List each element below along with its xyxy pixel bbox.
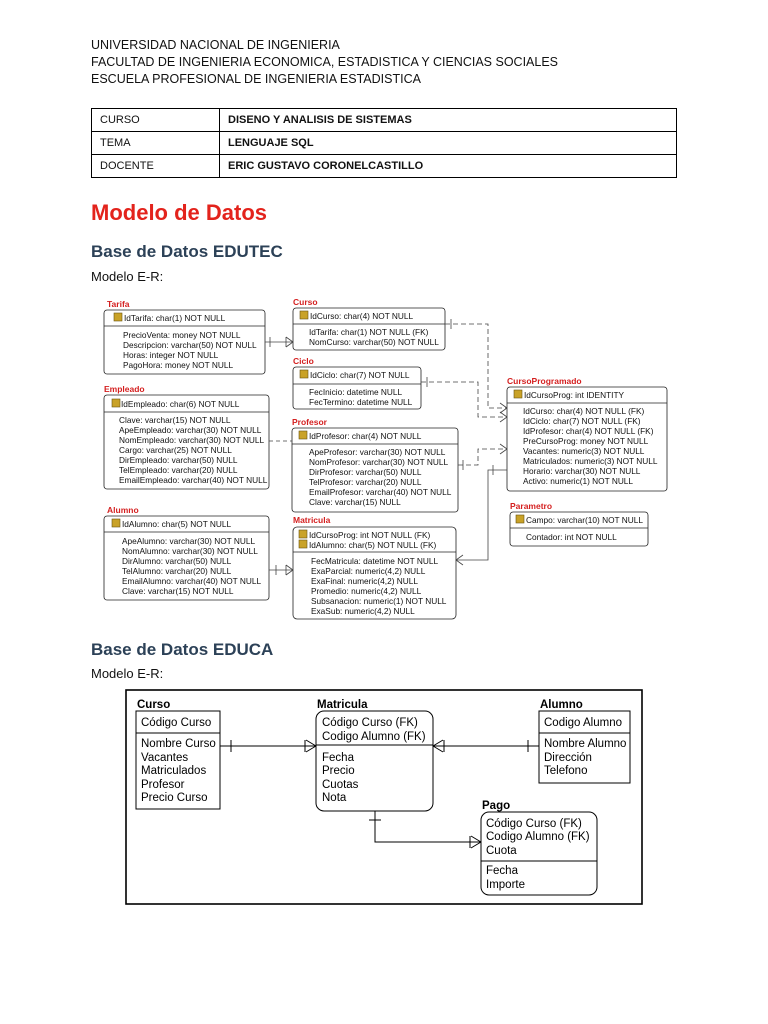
educa-curso-field: Vacantes <box>141 752 189 764</box>
document-header <box>91 37 558 88</box>
educa-alumno-name: Alumno <box>540 699 583 711</box>
alumno-field: TelAlumno: varchar(20) NULL <box>122 566 232 576</box>
key-icon <box>299 431 307 439</box>
parametro-key: Campo: varchar(10) NOT NULL <box>526 515 643 525</box>
profesor-field: ApeProfesor: varchar(30) NOT NULL <box>309 447 446 457</box>
educa-pago-key: Cuota <box>486 845 517 857</box>
ciclo-key: IdCiclo: char(7) NOT NULL <box>310 370 410 380</box>
educa-alumno-key: Codigo Alumno <box>544 717 622 729</box>
alumno-field: DirAlumno: varchar(50) NULL <box>122 556 232 566</box>
matricula-key: IdCursoProg: int NOT NULL (FK) <box>309 530 431 540</box>
educa-matricula-box <box>316 711 433 811</box>
matricula-field: FecMatricula: datetime NOT NULL <box>311 556 439 566</box>
educa-pago-key: Codigo Alumno (FK) <box>486 831 590 843</box>
educa-matricula-key: Codigo Alumno (FK) <box>322 731 426 743</box>
educa-alumno-field: Nombre Alumno <box>544 738 627 750</box>
alumno-field: ApeAlumno: varchar(30) NOT NULL <box>122 536 256 546</box>
educa-curso-key: Código Curso <box>141 717 212 729</box>
university-name: UNIVERSIDAD NACIONAL DE INGENIERIA <box>91 38 340 52</box>
educa-pago-field: Importe <box>486 879 525 891</box>
alumno-field: Clave: varchar(15) NOT NULL <box>122 586 234 596</box>
curso-label: CURSO <box>92 109 220 132</box>
key-icon <box>114 313 122 321</box>
educa-matricula-field: Precio <box>322 765 355 777</box>
ciclo-entity-box <box>293 367 421 409</box>
table-row <box>92 132 677 155</box>
key-icon <box>112 399 120 407</box>
tarifa-field: PagoHora: money NOT NULL <box>123 360 234 370</box>
ciclo-field: FecTermino: datetime NULL <box>309 397 413 407</box>
ciclo-entity-name: Ciclo <box>293 356 314 366</box>
educa-heading: Base de Datos EDUCA <box>91 640 274 659</box>
cursoprogramado-field: IdCurso: char(4) NOT NULL (FK) <box>523 406 645 416</box>
educa-curso-field: Precio Curso <box>141 792 208 804</box>
empleado-field: NomEmpleado: varchar(30) NOT NULL <box>119 435 265 445</box>
curso-key: IdCurso: char(4) NOT NULL <box>310 311 414 321</box>
tarifa-entity-name: Tarifa <box>107 299 130 309</box>
cursoprogramado-entity-box <box>507 387 667 491</box>
educa-pago-field: Fecha <box>486 865 518 877</box>
matricula-field: ExaSub: numeric(4,2) NULL <box>311 606 415 616</box>
matricula-entity-name: Matricula <box>293 515 331 525</box>
profesor-entity-box <box>292 428 458 512</box>
empleado-field: TelEmpleado: varchar(20) NULL <box>119 465 238 475</box>
parametro-entity-name: Parametro <box>510 501 553 511</box>
ciclo-field: FecInicio: datetime NULL <box>309 387 403 397</box>
curso-entity-name: Curso <box>293 297 318 307</box>
educa-alumno-box <box>539 711 630 783</box>
profesor-field: TelProfesor: varchar(20) NULL <box>309 477 422 487</box>
curso-field: NomCurso: varchar(50) NOT NULL <box>309 337 439 347</box>
curso-field: IdTarifa: char(1) NOT NULL (FK) <box>309 327 429 337</box>
tema-label: TEMA <box>92 132 220 155</box>
cursoprogramado-key: IdCursoProg: int IDENTITY <box>524 390 625 400</box>
alumno-field: EmailAlumno: varchar(40) NOT NULL <box>122 576 262 586</box>
alumno-entity-name: Alumno <box>107 505 139 515</box>
cursoprogramado-field: Horario: varchar(30) NOT NULL <box>523 466 641 476</box>
matricula-field: ExaFinal: numeric(4,2) NULL <box>311 576 418 586</box>
profesor-field: Clave: varchar(15) NULL <box>309 497 401 507</box>
empleado-entity-name: Empleado <box>104 384 145 394</box>
empleado-field: Cargo: varchar(25) NOT NULL <box>119 445 232 455</box>
faculty-name: FACULTAD DE INGENIERIA ECONOMICA, ESTADISTICA Y CIENCIAS SOCIALES <box>91 55 559 69</box>
educa-matricula-field: Cuotas <box>322 779 359 791</box>
tema-value: LENGUAJE SQL <box>220 132 677 155</box>
profesor-field: NomProfesor: varchar(30) NOT NULL <box>309 457 449 467</box>
profesor-field: DirProfesor: varchar(50) NULL <box>309 467 422 477</box>
curso-entity-box <box>293 308 445 350</box>
key-icon <box>300 311 308 319</box>
docente-label: DOCENTE <box>92 155 220 178</box>
matricula-key: IdAlumno: char(5) NOT NULL (FK) <box>309 540 437 550</box>
matricula-entity-box <box>293 527 456 619</box>
alumno-key: IdAlumno: char(5) NOT NULL <box>122 519 232 529</box>
cursoprogramado-field: Activo: numeric(1) NOT NULL <box>523 476 634 486</box>
educa-matricula-name: Matricula <box>317 699 368 711</box>
educa-curso-name: Curso <box>137 699 171 711</box>
key-icon <box>516 515 524 523</box>
alumno-field: NomAlumno: varchar(30) NOT NULL <box>122 546 258 556</box>
curso-value: DISENO Y ANALISIS DE SISTEMAS <box>220 109 677 132</box>
key-icon <box>514 390 522 398</box>
educa-curso-box <box>136 711 220 809</box>
school-name: ESCUELA PROFESIONAL DE INGENIERIA ESTADISTICA <box>91 72 421 86</box>
parametro-field: Contador: int NOT NULL <box>526 532 617 542</box>
table-row <box>92 109 677 132</box>
key-icon <box>300 370 308 378</box>
educa-curso-field: Nombre Curso <box>141 738 216 750</box>
empleado-field: Clave: varchar(15) NOT NULL <box>119 415 231 425</box>
matricula-field: Subsanacion: numeric(1) NOT NULL <box>311 596 447 606</box>
educa-relationship-lines <box>220 740 539 848</box>
table-row <box>92 155 677 178</box>
cursoprogramado-field: Matriculados: numeric(3) NOT NULL <box>523 456 658 466</box>
key-icon <box>299 530 307 538</box>
cursoprogramado-field: IdCiclo: char(7) NOT NULL (FK) <box>523 416 641 426</box>
edutec-relationship-lines <box>265 319 507 575</box>
educa-pago-box <box>481 812 597 895</box>
educa-curso-field: Matriculados <box>141 765 207 777</box>
matricula-field: ExaParcial: numeric(4,2) NULL <box>311 566 426 576</box>
empleado-entity-box <box>104 395 269 489</box>
educa-matricula-key: Código Curso (FK) <box>322 717 418 729</box>
cursoprogramado-field: IdProfesor: char(4) NOT NULL (FK) <box>523 426 654 436</box>
docente-value: ERIC GUSTAVO CORONELCASTILLO <box>220 155 677 178</box>
tarifa-field: PrecioVenta: money NOT NULL <box>123 330 241 340</box>
alumno-entity-box <box>104 516 269 600</box>
empleado-field: ApeEmpleado: varchar(30) NOT NULL <box>119 425 262 435</box>
key-icon <box>112 519 120 527</box>
educa-alumno-field: Dirección <box>544 752 592 764</box>
cursoprogramado-entity-name: CursoProgramado <box>507 376 582 386</box>
educa-matricula-field: Nota <box>322 792 347 804</box>
empleado-field: EmailEmpleado: varchar(40) NOT NULL <box>119 475 268 485</box>
profesor-entity-name: Profesor <box>292 417 327 427</box>
course-info-table <box>91 108 677 178</box>
educa-subtitle: Modelo E-R: <box>91 666 164 681</box>
cursoprogramado-field: Vacantes: numeric(3) NOT NULL <box>523 446 645 456</box>
edutec-heading: Base de Datos EDUTEC <box>91 242 283 261</box>
educa-alumno-field: Telefono <box>544 765 588 777</box>
key-icons <box>112 311 524 548</box>
parametro-entity-box <box>510 512 648 546</box>
profesor-key: IdProfesor: char(4) NOT NULL <box>309 431 422 441</box>
empleado-field: DirEmpleado: varchar(50) NULL <box>119 455 238 465</box>
cursoprogramado-field: PreCursoProg: money NOT NULL <box>523 436 649 446</box>
empleado-key: IdEmpleado: char(6) NOT NULL <box>121 399 240 409</box>
profesor-field: EmailProfesor: varchar(40) NOT NULL <box>309 487 452 497</box>
educa-curso-field: Profesor <box>141 779 185 791</box>
educa-pago-key: Código Curso (FK) <box>486 818 582 830</box>
key-icon <box>299 540 307 548</box>
edutec-subtitle: Modelo E-R: <box>91 269 164 284</box>
matricula-field: Promedio: numeric(4,2) NULL <box>311 586 422 596</box>
page-title: Modelo de Datos <box>91 200 268 225</box>
tarifa-field: Descripcion: varchar(50) NOT NULL <box>123 340 257 350</box>
tarifa-field: Horas: integer NOT NULL <box>123 350 219 360</box>
educa-pago-name: Pago <box>482 800 511 812</box>
tarifa-key: IdTarifa: char(1) NOT NULL <box>124 313 226 323</box>
tarifa-entity-box <box>104 310 265 374</box>
educa-matricula-field: Fecha <box>322 752 354 764</box>
educa-diagram-frame <box>126 690 642 904</box>
